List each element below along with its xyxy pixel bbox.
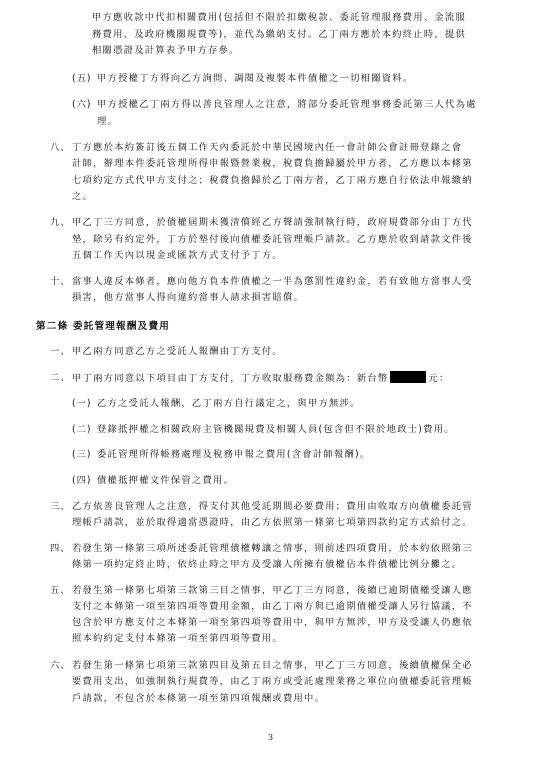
paragraph-line: 戶請款，不包含於本條第一項至第四項報酬或費用中。	[72, 693, 326, 704]
paragraph-line: 登錄抵押權之相關政府主管機關規費及相關人員(包含但不限於地政士)費用。	[97, 424, 455, 435]
item-label: (六)	[72, 99, 92, 110]
paragraph-line: 委託管理所得帳務處理及稅務申報之費用(含會計師報酬)。	[97, 449, 371, 460]
paragraph-line: 條第一項約定終止時，依終止時之甲方及受讓人所擁有債權佔本件債權比例分攤之。	[72, 559, 463, 570]
paragraph-line: 若發生第一條第三項所述委託管理債權轉讓之情事，則前述四項費用，於本約依照第三	[72, 543, 473, 554]
paragraph-line: 甲乙丁三方同意，於債權屆期未獲清償經乙方聲請強制執行時，政府規費部分由丁方代	[72, 217, 473, 228]
fee-text-before: 甲丁兩方同意以下項目由丁方支付，丁方收取服務費金額為：新台幣	[72, 373, 389, 384]
fee-text-after: 元：	[428, 373, 450, 384]
paragraph-line: 損害，他方當事人得向違約當事人請求損害賠償。	[72, 292, 305, 303]
paragraph-line: 要費用支出，如強制執行規費等，由乙丁兩方或受託處理業務之單位向債權委託管理帳	[72, 676, 473, 687]
clause-label: 一、	[50, 346, 71, 357]
subitem-label: (三)	[72, 449, 92, 460]
paragraph-line: 甲方授權丁方得向乙方詢問、調閱及複製本件債權之一切相關資料。	[97, 73, 414, 84]
paragraph-line: 照本約約定支付本條第一項至第四項等費用。	[72, 633, 283, 644]
paragraph-line	[72, 371, 450, 385]
paragraph-line: 債權抵押權文件保管之費用。	[97, 475, 235, 486]
paragraph-line: 墊，除另有約定外，丁方於墊付後向債權委託管理帳戶請款。乙方應於收到請款文件後	[72, 234, 473, 245]
paragraph-line: 支付之本條第一項至第四項等費用金額，由乙丁兩方與已逾期債權受讓人另行協議，不	[72, 601, 473, 612]
paragraph-line: 理。	[97, 116, 119, 127]
paragraph-line: 乙方之受託人報酬，乙丁兩方自行議定之，與甲方無涉。	[97, 398, 361, 409]
redacted-amount	[390, 371, 426, 383]
section-heading: 第二條 委託管理報酬及費用	[36, 321, 171, 332]
paragraph-line: 之。	[72, 191, 94, 202]
article-label: 九、	[50, 217, 71, 228]
paragraph-line: 當事人違反本條者，應向他方負本件債權之一半為懲罰性違約金，若有致他方當事人受	[72, 276, 473, 287]
paragraph-line: 務費用、及政府機關規費等)，並代為繳納支付。乙丁兩方應於本約終止時，提供	[92, 29, 467, 40]
paragraph-line: 相關憑證及計算表予甲方存參。	[92, 45, 240, 56]
clause-label: 三、	[50, 501, 71, 512]
paragraph-line: 甲方應收款中代扣相關費用(包括但不限於扣繳稅款、委託管理服務費用、金流服	[92, 12, 467, 23]
clause-label: 二、	[50, 372, 71, 383]
paragraph-line: 乙方依善良管理人之注意，得支付其他受託期間必要費用；費用由收取方向債權委託管	[72, 501, 473, 512]
article-label: 八、	[50, 142, 71, 153]
paragraph-line: 七項約定方式代甲方支付之；稅費負擔歸於乙丁兩方者，乙丁兩方應自行依法申報繳納	[72, 175, 473, 186]
paragraph-line: 若發生第一條第七項第三款第三目之情事，甲乙丁三方同意，後續已逾期債權受讓人應	[72, 585, 473, 596]
paragraph-line: 甲方授權乙丁兩方得以善良管理人之注意，將部分委託管理事務委託第三人代為處	[97, 99, 477, 110]
clause-label: 五、	[50, 585, 71, 596]
clause-label: 四、	[50, 543, 71, 554]
subitem-label: (四)	[72, 475, 92, 486]
page-number: 3	[267, 733, 274, 742]
paragraph-line: 計師，辦理本件委託管理所得申報暨營業稅，稅費負擔歸屬於甲方者，乙方應以本條第	[72, 158, 473, 169]
paragraph-line: 理帳戶請款，並於取得適當憑證時，由乙方依照第一條第七項第四款約定方式給付之。	[72, 517, 473, 528]
paragraph-line: 包含於甲方應支付之本條第一項至第四項等費用中，與甲方無涉，甲方及受讓人仍應依	[72, 617, 473, 628]
subitem-label: (二)	[72, 424, 92, 435]
item-label: (五)	[72, 73, 92, 84]
subitem-label: (一)	[72, 398, 92, 409]
clause-label: 六、	[50, 660, 71, 671]
paragraph-line: 丁方應於本約簽訂後五個工作天內委託於中華民國境內任一會計師公會註冊登錄之會	[72, 142, 463, 153]
article-label: 十、	[50, 276, 71, 287]
paragraph-line: 甲乙兩方同意乙方之受託人報酬由丁方支付。	[72, 346, 283, 357]
paragraph-line: 若發生第一條第七項第三款第四目及第五目之情事，甲乙丁三方同意，後續債權保全必	[72, 660, 473, 671]
paragraph-line: 五個工作天內以現金或匯款方式支付予丁方。	[72, 250, 283, 261]
